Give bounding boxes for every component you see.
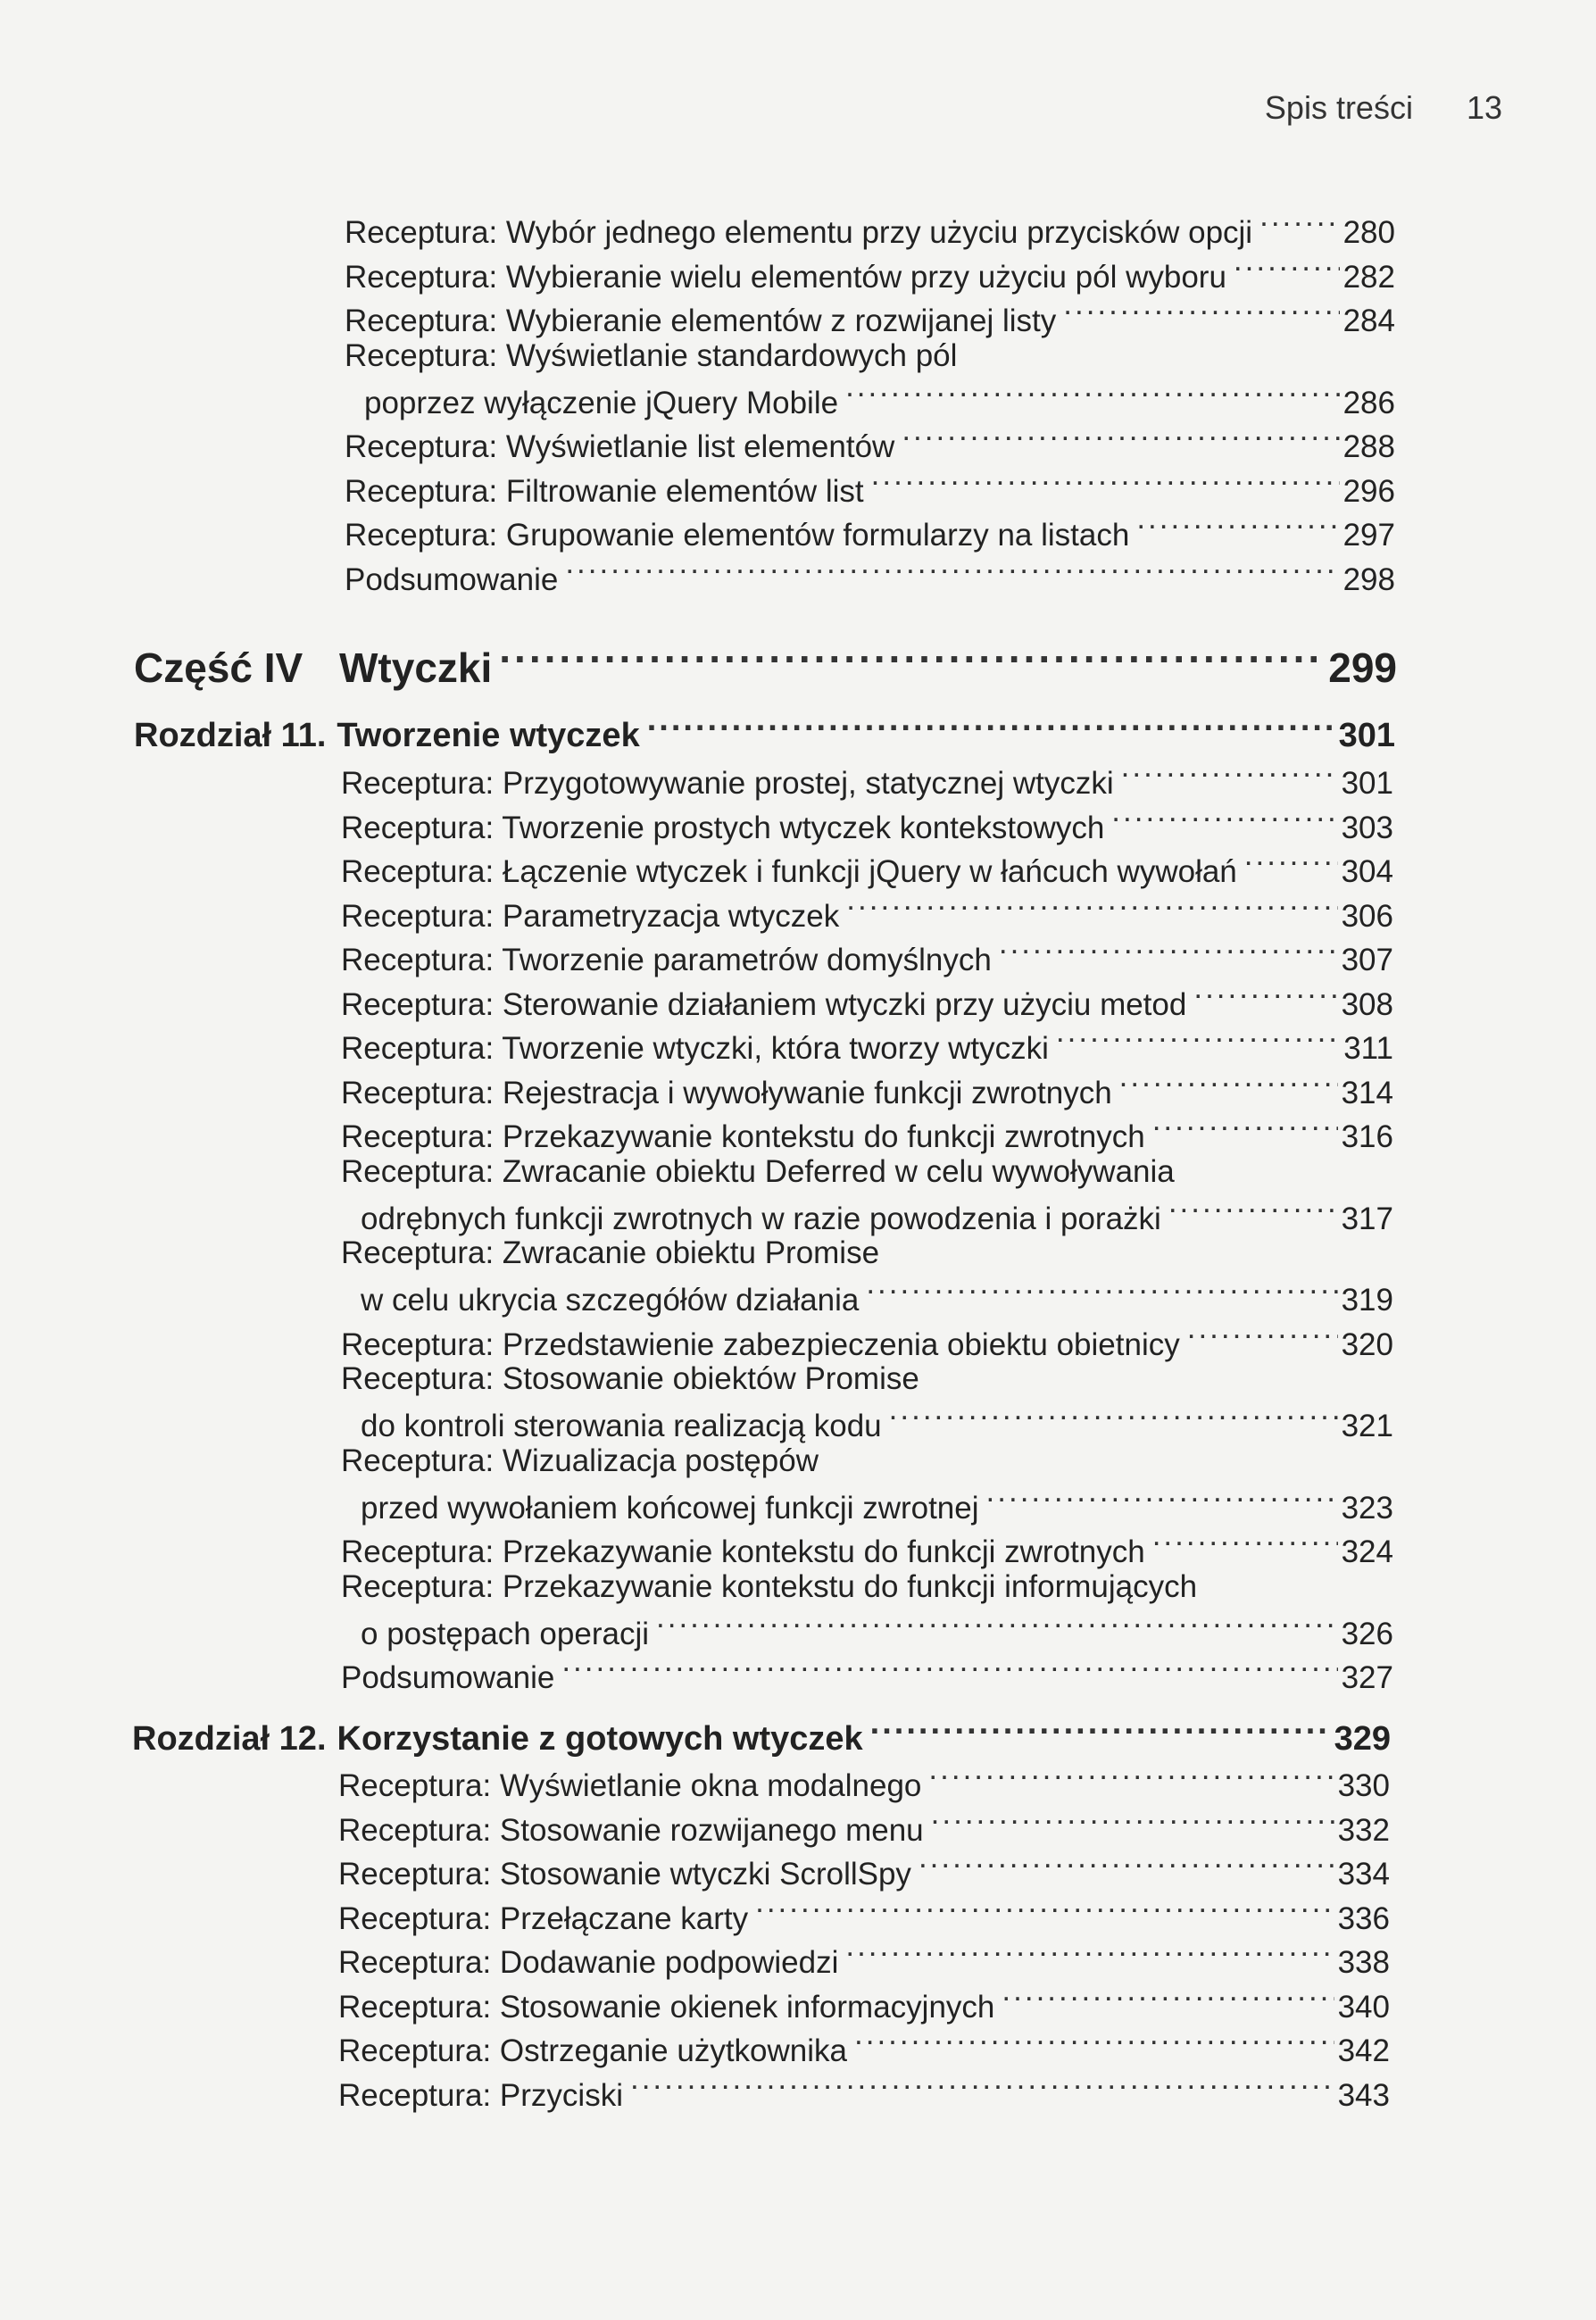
entry-title: Receptura: Wyświetlanie list elementów bbox=[345, 429, 895, 464]
entry-title: Receptura: Łączenie wtyczek i funkcji jQuery w łańcuch wywołań bbox=[341, 854, 1237, 889]
toc-entry bbox=[345, 462, 1395, 511]
chapter-title: Korzystanie z gotowych wtyczek bbox=[337, 1720, 863, 1758]
entry-page-number: 316 bbox=[1341, 1119, 1393, 1154]
section-title: Spis treści bbox=[1264, 89, 1413, 126]
entry-title: Receptura: Przekazywanie kontekstu do funkcji zwrotnych bbox=[341, 1534, 1145, 1569]
part-heading bbox=[134, 632, 1397, 693]
entry-page-number: 303 bbox=[1341, 810, 1393, 845]
toc-entry bbox=[341, 1523, 1393, 1572]
toc-entry bbox=[338, 1801, 1390, 1850]
leader-dots bbox=[889, 1397, 1338, 1436]
chapter-title: Tworzenie wtyczek bbox=[337, 717, 640, 754]
toc-entry bbox=[345, 248, 1395, 297]
entry-page-number: 298 bbox=[1342, 561, 1395, 597]
entry-title: Podsumowanie bbox=[341, 1660, 555, 1695]
toc-entry bbox=[338, 1845, 1390, 1894]
toc-entry bbox=[338, 1933, 1390, 1983]
chapter-label: Rozdział 11. bbox=[134, 717, 327, 754]
entry-title: Receptura: Tworzenie wtyczki, która tworzy wtyczki bbox=[341, 1031, 1049, 1066]
leader-dots bbox=[1234, 248, 1340, 287]
entry-title: Receptura: Przedstawienie zabezpieczenia obiektu obietnicy bbox=[341, 1326, 1180, 1362]
toc-entry bbox=[338, 1890, 1390, 1939]
leader-dots bbox=[866, 1271, 1337, 1310]
entry-title: poprzez wyłączenie jQuery Mobile bbox=[364, 385, 839, 420]
entry-title: Receptura: Wyświetlanie okna modalnego bbox=[338, 1768, 922, 1803]
leader-dots bbox=[1168, 1190, 1338, 1229]
leader-dots bbox=[499, 632, 1325, 682]
leader-dots bbox=[1121, 754, 1338, 794]
entry-title: Receptura: Rejestracja i wywoływanie funkcji zwrotnych bbox=[341, 1075, 1112, 1110]
entry-page-number: 334 bbox=[1337, 1857, 1390, 1892]
toc-entry bbox=[341, 1649, 1393, 1698]
toc-entry bbox=[361, 1397, 1393, 1446]
toc-entry bbox=[341, 799, 1393, 848]
leader-dots bbox=[565, 551, 1339, 590]
entry-title: o postępach operacji bbox=[361, 1616, 649, 1651]
entry-title: Receptura: Stosowanie wtyczki ScrollSpy bbox=[338, 1857, 911, 1892]
toc-entry-line: Receptura: Zwracanie obiektu Deferred w celu wywoływania bbox=[341, 1153, 1175, 1189]
entry-page-number: 307 bbox=[1341, 943, 1393, 977]
leader-dots bbox=[846, 887, 1337, 927]
entry-title: Receptura: Tworzenie prostych wtyczek kontekstowych bbox=[341, 810, 1105, 845]
toc-entry bbox=[361, 1479, 1393, 1528]
toc-entry bbox=[361, 1190, 1393, 1239]
entry-page-number: 326 bbox=[1341, 1616, 1393, 1651]
leader-dots bbox=[1193, 976, 1337, 1015]
toc-entry-line: Receptura: Zwracanie obiektu Promise bbox=[341, 1235, 880, 1270]
chapter-11-heading bbox=[134, 707, 1395, 755]
leader-dots bbox=[845, 1933, 1334, 1973]
entry-title: Podsumowanie bbox=[345, 561, 559, 597]
entry-page-number: 332 bbox=[1337, 1812, 1390, 1848]
toc-entry-line: Receptura: Wizualizacja postępów bbox=[341, 1443, 819, 1478]
leader-dots bbox=[871, 462, 1340, 502]
entry-title: w celu ukrycia szczegółów działania bbox=[361, 1283, 860, 1318]
leader-dots bbox=[1187, 1316, 1338, 1355]
entry-page-number: 330 bbox=[1337, 1768, 1390, 1803]
entry-page-number: 296 bbox=[1342, 473, 1395, 509]
leader-dots bbox=[1152, 1523, 1338, 1562]
toc-entry bbox=[341, 843, 1393, 892]
leader-dots bbox=[931, 1801, 1334, 1841]
entry-page-number: 280 bbox=[1342, 215, 1395, 250]
entry-page-number: 342 bbox=[1337, 2033, 1390, 2068]
entry-page-number: 327 bbox=[1341, 1660, 1393, 1695]
leader-dots bbox=[755, 1890, 1334, 1929]
entry-title: Receptura: Ostrzeganie użytkownika bbox=[338, 2033, 847, 2068]
entry-title: Receptura: Tworzenie parametrów domyślnych bbox=[341, 943, 992, 977]
entry-page-number: 306 bbox=[1341, 898, 1393, 934]
toc-entry bbox=[338, 2066, 1390, 2116]
part-page: 299 bbox=[1328, 644, 1397, 691]
entry-title: odrębnych funkcji zwrotnych w razie powodzenia i porażki bbox=[361, 1201, 1161, 1236]
toc-entry bbox=[341, 931, 1393, 980]
page-number: 13 bbox=[1466, 89, 1502, 126]
toc-entry bbox=[341, 1108, 1393, 1157]
leader-dots bbox=[1136, 506, 1339, 545]
toc-entry bbox=[341, 976, 1393, 1025]
entry-title: Receptura: Parametryzacja wtyczek bbox=[341, 898, 840, 934]
toc-entry bbox=[345, 551, 1395, 600]
toc-entry bbox=[341, 1019, 1393, 1069]
toc-entry bbox=[338, 2022, 1390, 2071]
leader-dots bbox=[630, 2066, 1334, 2106]
entry-title: do kontroli sterowania realizacją kodu bbox=[361, 1409, 882, 1443]
leader-dots bbox=[1056, 1019, 1340, 1059]
entry-page-number: 308 bbox=[1341, 986, 1393, 1022]
entry-page-number: 321 bbox=[1341, 1409, 1393, 1443]
leader-dots bbox=[854, 2022, 1334, 2061]
chapter-page: 301 bbox=[1338, 717, 1395, 754]
toc-entry-line: Receptura: Wyświetlanie standardowych pól bbox=[345, 337, 958, 373]
toc-entry bbox=[361, 1605, 1393, 1654]
leader-dots bbox=[919, 1845, 1334, 1884]
toc-entry bbox=[345, 292, 1395, 341]
entry-page-number: 317 bbox=[1341, 1201, 1393, 1236]
toc-entry bbox=[338, 1978, 1390, 2027]
entry-title: Receptura: Filtrowanie elementów list bbox=[345, 473, 864, 509]
toc-entry bbox=[345, 204, 1395, 253]
entry-title: przed wywołaniem końcowej funkcji zwrotnej bbox=[361, 1490, 979, 1526]
entry-page-number: 340 bbox=[1337, 1989, 1390, 2025]
leader-dots bbox=[845, 374, 1340, 413]
entry-title: Receptura: Stosowanie okienek informacyjnych bbox=[338, 1989, 995, 2025]
entry-page-number: 284 bbox=[1342, 304, 1395, 338]
toc-entry-line: Receptura: Przekazywanie kontekstu do funkcji informujących bbox=[341, 1568, 1198, 1604]
entry-page-number: 311 bbox=[1343, 1031, 1393, 1066]
leader-dots bbox=[1152, 1108, 1338, 1147]
toc-entry bbox=[341, 887, 1393, 936]
leader-dots bbox=[902, 418, 1339, 457]
entry-title: Receptura: Grupowanie elementów formularzy na listach bbox=[345, 518, 1130, 553]
leader-dots bbox=[1259, 204, 1340, 243]
leader-dots bbox=[986, 1479, 1338, 1518]
toc-entry bbox=[345, 506, 1395, 555]
chapter-12-heading bbox=[132, 1710, 1391, 1759]
entry-title: Receptura: Sterowanie działaniem wtyczki przy użyciu metod bbox=[341, 986, 1187, 1022]
toc-entry bbox=[364, 374, 1395, 423]
leader-dots bbox=[1244, 843, 1338, 882]
entry-page-number: 301 bbox=[1341, 766, 1393, 801]
entry-page-number: 304 bbox=[1341, 854, 1393, 889]
entry-page-number: 314 bbox=[1341, 1075, 1393, 1110]
page-header bbox=[1265, 89, 1502, 127]
leader-dots bbox=[870, 1710, 1331, 1750]
entry-title: Receptura: Stosowanie rozwijanego menu bbox=[338, 1812, 924, 1848]
entry-page-number: 343 bbox=[1337, 2077, 1390, 2113]
toc-entry bbox=[361, 1271, 1393, 1320]
leader-dots bbox=[1119, 1064, 1338, 1103]
entry-page-number: 288 bbox=[1342, 429, 1395, 464]
entry-page-number: 297 bbox=[1342, 518, 1395, 553]
chapter-page: 329 bbox=[1334, 1720, 1391, 1758]
leader-dots bbox=[999, 931, 1338, 970]
leader-dots bbox=[1111, 799, 1337, 838]
leader-dots bbox=[1002, 1978, 1334, 2017]
part-title: Wtyczki bbox=[339, 644, 493, 691]
entry-title: Receptura: Przełączane karty bbox=[338, 1900, 749, 1936]
toc-entry bbox=[338, 1757, 1390, 1806]
entry-title: Receptura: Przygotowywanie prostej, statycznej wtyczki bbox=[341, 766, 1114, 801]
toc-entry bbox=[345, 418, 1395, 467]
chapter-label: Rozdział 12. bbox=[132, 1720, 327, 1758]
entry-title: Receptura: Wybieranie elementów z rozwijanej listy bbox=[345, 304, 1057, 338]
entry-title: Receptura: Dodawanie podpowiedzi bbox=[338, 1945, 839, 1980]
entry-title: Receptura: Przyciski bbox=[338, 2077, 623, 2113]
leader-dots bbox=[561, 1649, 1337, 1688]
toc-entry bbox=[341, 1064, 1393, 1113]
leader-dots bbox=[928, 1757, 1334, 1796]
entry-page-number: 324 bbox=[1341, 1534, 1393, 1569]
toc-entry bbox=[341, 754, 1393, 803]
entry-page-number: 319 bbox=[1341, 1283, 1393, 1318]
entry-page-number: 336 bbox=[1337, 1900, 1390, 1936]
entry-page-number: 338 bbox=[1337, 1945, 1390, 1980]
entry-page-number: 286 bbox=[1342, 385, 1395, 420]
leader-dots bbox=[647, 707, 1335, 746]
entry-page-number: 282 bbox=[1342, 259, 1395, 295]
entry-title: Receptura: Wybór jednego elementu przy użyciu przycisków opcji bbox=[345, 215, 1253, 250]
leader-dots bbox=[656, 1605, 1338, 1644]
toc-entry-line: Receptura: Stosowanie obiektów Promise bbox=[341, 1361, 919, 1396]
toc-entry bbox=[341, 1316, 1393, 1365]
entry-title: Receptura: Wybieranie wielu elementów przy użyciu pól wyboru bbox=[345, 259, 1226, 295]
entry-page-number: 323 bbox=[1341, 1490, 1393, 1526]
entry-title: Receptura: Przekazywanie kontekstu do funkcji zwrotnych bbox=[341, 1119, 1145, 1154]
entry-page-number: 320 bbox=[1341, 1326, 1393, 1362]
leader-dots bbox=[1063, 292, 1339, 331]
part-label: Część IV bbox=[134, 644, 303, 691]
